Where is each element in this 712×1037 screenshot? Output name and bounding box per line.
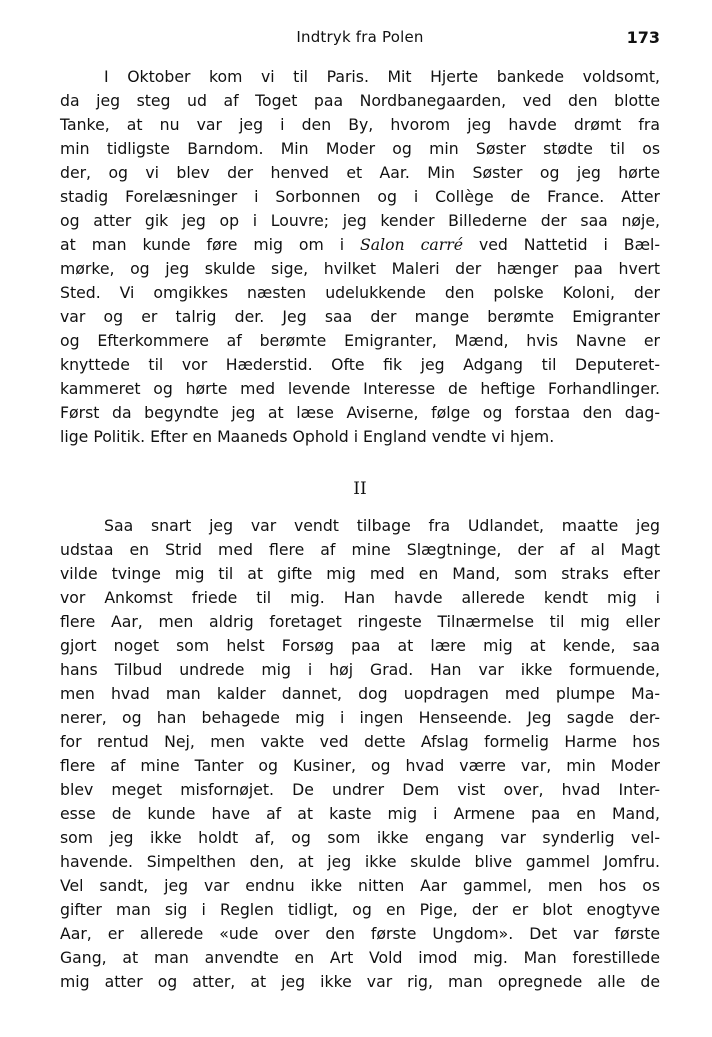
text-line: for rentud Nej, men vakte ved dette Afslag formelig Harme hos — [60, 732, 660, 751]
page-number: 173 — [626, 28, 660, 47]
text-segment: at man kunde føre mig om i — [60, 235, 360, 254]
text-line: Saa snart jeg var vendt tilbage fra Udlandet, maatte jeg — [104, 516, 660, 535]
text-line: min tidligste Barndom. Min Moder og min Søster stødte til os — [60, 139, 660, 158]
text-line: vor Ankomst friede til mig. Han havde allerede kendt mig i — [60, 588, 660, 607]
text-line: udstaa en Strid med flere af mine Slægtninge, der af al Magt — [60, 540, 660, 559]
text-line: mørke, og jeg skulde sige, hvilket Maleri der hænger paa hvert — [60, 259, 660, 278]
text-line: gifter man sig i Reglen tidligt, og en Pige, der er blot enogtyve — [60, 900, 660, 919]
text-line: Sted. Vi omgikkes næsten udelukkende den polske Koloni, der — [60, 283, 660, 302]
text-line: I Oktober kom vi til Paris. Mit Hjerte bankede voldsomt, — [104, 67, 660, 86]
text-line: blev meget misfornøjet. De undrer Dem vist over, hvad Inter- — [60, 780, 660, 799]
text-line: Først da begyndte jeg at læse Aviserne, følge og forstaa den dag- — [60, 403, 660, 422]
section-heading: II — [353, 479, 367, 499]
text-line: flere af mine Tanter og Kusiner, og hvad værre var, min Moder — [60, 756, 660, 775]
text-segment: ved Nattetid i Bæl- — [463, 235, 660, 254]
text-line: der, og vi blev der henved et Aar. Min Søster og jeg hørte — [60, 163, 660, 182]
text-line: hans Tilbud undrede mig i høj Grad. Han var ikke formuende, — [60, 660, 660, 679]
text-line: knyttede til vor Hæderstid. Ofte fik jeg Adgang til Deputeret- — [60, 355, 660, 374]
text-line: Gang, at man anvendte en Art Vold imod mig. Man forestillede — [60, 948, 660, 967]
text-line: var og er talrig der. Jeg saa der mange berømte Emigranter — [60, 307, 660, 326]
text-line: og atter gik jeg op i Louvre; jeg kender Billederne der saa nøje, — [60, 211, 660, 230]
text-line: Aar, er allerede «ude over den første Ungdom». Det var første — [60, 924, 660, 943]
text-line: esse de kunde have af at kaste mig i Armene paa en Mand, — [60, 804, 660, 823]
text-line: Tanke, at nu var jeg i den By, hvorom jeg havde drømt fra — [60, 115, 660, 134]
text-line: som jeg ikke holdt af, og som ikke engang var synderlig vel- — [60, 828, 660, 847]
text-line: nerer, og han behagede mig i ingen Henseende. Jeg sagde der- — [60, 708, 660, 727]
text-line: kammeret og hørte med levende Interesse de heftige Forhandlinger. — [60, 379, 660, 398]
text-line: vilde tvinge mig til at gifte mig med en Mand, som straks efter — [60, 564, 660, 583]
text-line: flere Aar, men aldrig foretaget ringeste Tilnærmelse til mig eller — [60, 612, 660, 631]
running-title: Indtryk fra Polen — [296, 28, 424, 46]
text-line: da jeg steg ud af Toget paa Nordbanegaarden, ved den blotte — [60, 91, 660, 110]
text-line: stadig Forelæsninger i Sorbonnen og i Collège de France. Atter — [60, 187, 660, 206]
italic-title: Salon carré — [360, 235, 464, 254]
running-head — [60, 28, 660, 50]
text-line: havende. Simpelthen den, at jeg ikke skulde blive gammel Jomfru. — [60, 852, 660, 871]
text-line: og Efterkommere af berømte Emigranter, Mænd, hvis Navne er — [60, 331, 660, 350]
text-line: gjort noget som helst Forsøg paa at lære mig at kende, saa — [60, 636, 660, 655]
text-line: men hvad man kalder dannet, dog uopdragen med plumpe Ma- — [60, 684, 660, 703]
text-line: mig atter og atter, at jeg ikke var rig, man opregnede alle de — [60, 972, 660, 991]
text-line-with-italic — [60, 233, 660, 257]
text-line: Vel sandt, jeg var endnu ikke nitten Aar gammel, men hos os — [60, 876, 660, 895]
text-line: lige Politik. Efter en Maaneds Ophold i England vendte vi hjem. — [60, 427, 555, 446]
